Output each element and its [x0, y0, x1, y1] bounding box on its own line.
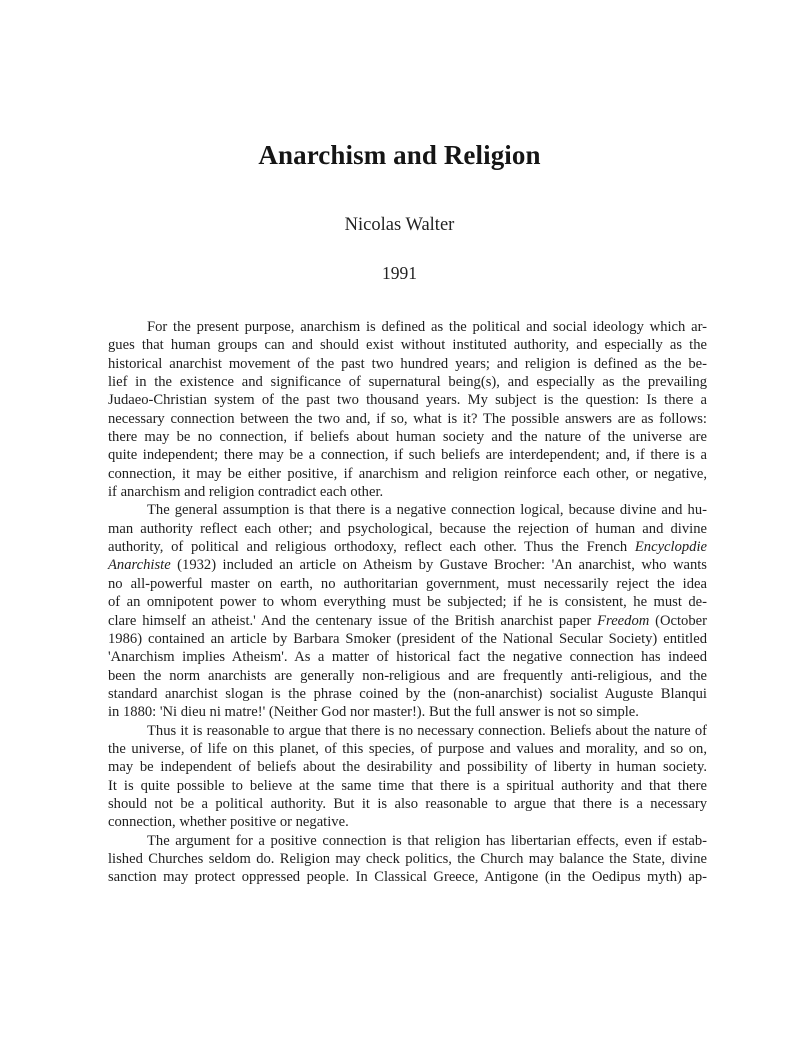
- italic-title: Anarchiste: [108, 557, 171, 574]
- body-text: [108, 318, 707, 887]
- document-year: 1991: [382, 263, 417, 283]
- paragraph: [108, 318, 707, 501]
- paragraph-line: may be independent of beliefs about the desirability and possibility of liberty in human society.: [108, 759, 707, 776]
- paragraph-line: there may be no connection, if beliefs about human society and the nature of the universe are: [108, 429, 707, 446]
- paragraph-line: quite independent; there may be a connection, if such beliefs are interdependent; and, if there is a: [108, 447, 707, 464]
- paragraph-line: if anarchism and religion contradict each other.: [108, 484, 384, 501]
- paragraph-line: The argument for a positive connection is that religion has libertarian effects, even if estab-: [147, 832, 707, 849]
- document-title: Anarchism and Religion: [258, 140, 541, 170]
- paragraph-line: 1986) contained an article by Barbara Smoker (president of the National Secular Society) entitled: [108, 630, 707, 647]
- paragraph-line: sanction may protect oppressed people. In Classical Greece, Antigone (in the Oedipus myth) ap-: [108, 869, 707, 886]
- paragraph-line: It is quite possible to believe at the same time that there is a spiritual authority and that there: [108, 777, 707, 794]
- paragraph-line: For the present purpose, anarchism is defined as the political and social ideology which ar-: [147, 319, 707, 335]
- paragraph-line: been the norm anarchists are generally non-religious and are frequently anti-religious, and the: [108, 667, 707, 684]
- paragraph-line: of an omnipotent power to whom everything must be subjected; if he is consistent, he must de-: [108, 594, 707, 611]
- paragraph-line: lished Churches seldom do. Religion may check politics, the Church may balance the State, divine: [108, 850, 707, 867]
- paragraph-line: Anarchiste (1932) included an article on Atheism by Gustave Brocher: 'An anarchist, who wants: [108, 557, 707, 574]
- italic-title: Freedom: [597, 612, 650, 629]
- paragraph-line: should not be a political authority. But it is also reasonable to argue that there is a necessary: [108, 795, 707, 812]
- paragraph: [108, 501, 707, 721]
- paragraph-line: man authority reflect each other; and psychological, because the rejection of human and divine: [108, 520, 707, 537]
- paragraph-line: connection, whether positive or negative.: [108, 814, 349, 831]
- paragraph-line: gues that human groups can and should exist without instituted authority, and especially as the: [108, 337, 707, 354]
- paragraph-line: Thus it is reasonable to argue that there is no necessary connection. Beliefs about the nature of: [147, 722, 707, 739]
- paragraph-line: Judaeo-Christian system of the past two thousand years. My subject is the question: Is there a: [108, 392, 707, 409]
- paragraph-line: The general assumption is that there is a negative connection logical, because divine and hu-: [147, 502, 707, 519]
- italic-title: Encyclopdie: [634, 539, 707, 556]
- paragraph-line: historical anarchist movement of the past two hundred years; and religion is defined as the be-: [108, 355, 707, 372]
- paragraph-line: authority, of political and religious orthodoxy, reflect each other. Thus the French Encyclopdie: [108, 539, 707, 556]
- paragraph-line: standard anarchist slogan is the phrase coined by the (non-anarchist) socialist Auguste Blanqui: [108, 685, 707, 702]
- paragraph-line: no all-powerful master on earth, no authoritarian government, must necessarily reject the idea: [108, 575, 707, 592]
- paragraph: [108, 722, 707, 832]
- paragraph-line: in 1880: 'Ni dieu ni matre!' (Neither God nor master!). But the full answer is not so simple.: [108, 704, 639, 721]
- paragraph-line: necessary connection between the two and, if so, what is it? The possible answers are as follows:: [108, 410, 707, 427]
- paragraph-line: 'Anarchism implies Atheism'. As a matter of historical fact the negative connection has indeed: [108, 649, 707, 666]
- paragraph-line: clare himself an atheist.' And the centenary issue of the British anarchist paper Freedom (October: [108, 612, 707, 629]
- paragraph-line: the universe, of life on this planet, of this species, of purpose and values and morality, and so on,: [108, 740, 707, 757]
- paragraph-line: lief in the existence and significance of supernatural being(s), and especially as the prevailing: [108, 374, 707, 391]
- paragraph-line: connection, it may be either positive, if anarchism and religion reinforce each other, or negative,: [108, 465, 707, 482]
- paragraph: [108, 832, 707, 887]
- document-author: Nicolas Walter: [344, 215, 455, 235]
